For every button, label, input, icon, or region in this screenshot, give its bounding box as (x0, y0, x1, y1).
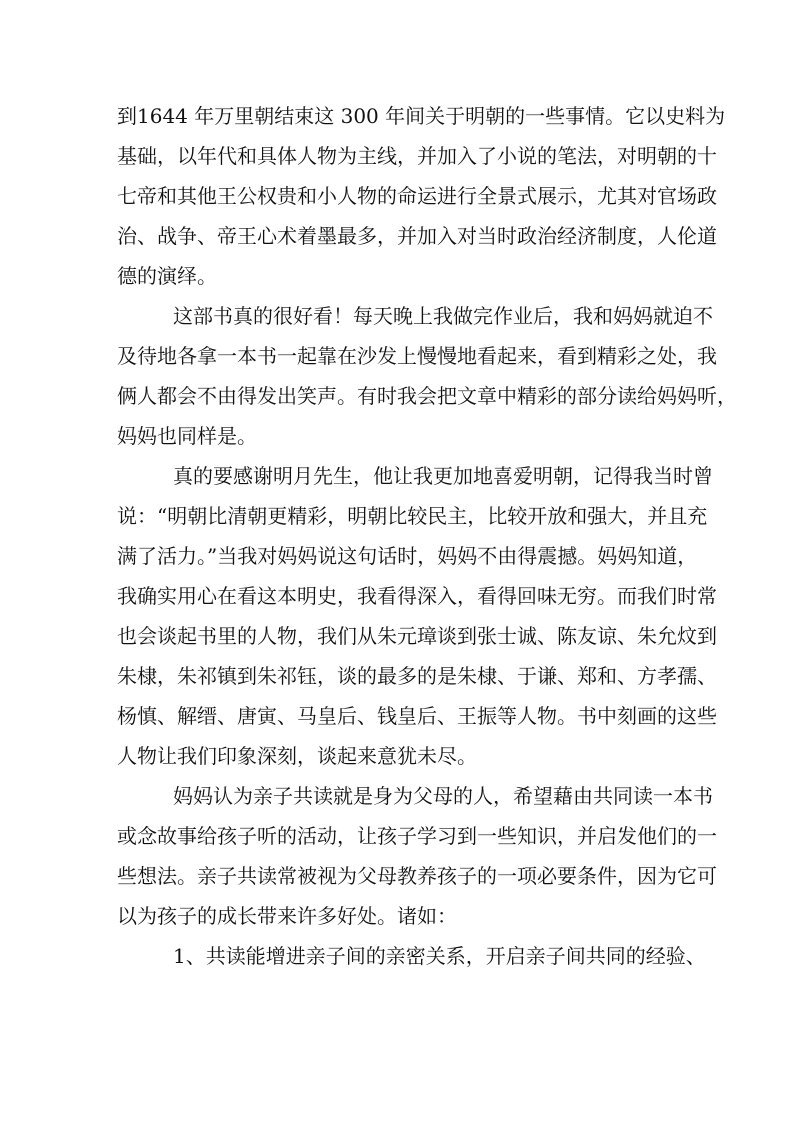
text-line: 朱棣，朱祁镇到朱祁钰，谈的最多的是朱棣、于谦、郑和、方孝孺、 (117, 664, 717, 688)
text-line: 妈妈认为亲子共读就是身为父母的人，希望藉由共同读一本书 (173, 784, 713, 808)
text-line: 人物让我们印象深刻，谈起来意犹未尽。 (117, 744, 477, 768)
text-line: 些想法。亲子共读常被视为父母教养孩子的一项必要条件，因为它可 (117, 864, 717, 888)
text-line: 1、共读能增进亲子间的亲密关系，开启亲子间共同的经验、 (173, 944, 706, 968)
paragraph-1 (117, 96, 726, 296)
text-line: 这部书真的很好看！每天晚上我做完作业后，我和妈妈就迫不 (173, 304, 713, 328)
paragraph-5 (117, 936, 706, 976)
text-line: 满了活力。”当我对妈妈说这句话时，妈妈不由得震撼。妈妈知道， (117, 544, 698, 568)
text-line: 德的演绎。 (117, 264, 217, 288)
text-line: 真的要感谢明月先生，他让我更加地喜爱明朝，记得我当时曾 (173, 464, 713, 488)
text-line: 杨慎、解缙、唐寅、马皇后、钱皇后、王振等人物。书中刻画的这些 (117, 704, 717, 728)
text-line: 以为孩子的成长带来许多好处。诸如： (117, 904, 457, 928)
paragraph-3 (117, 456, 717, 776)
text-line: 基础，以年代和具体人物为主线，并加入了小说的笔法，对明朝的十 (117, 144, 717, 168)
paragraph-2 (117, 296, 737, 456)
text-line: 到1644 年万里朝结束这 300 年间关于明朝的一些事情。它以史料为 (117, 104, 726, 128)
text-line: 治、战争、帝王心术着墨最多，并加入对当时政治经济制度，人伦道 (117, 224, 717, 248)
text-line: 俩人都会不由得发出笑声。有时我会把文章中精彩的部分读给妈妈听， (117, 384, 737, 408)
text-line: 也会谈起书里的人物，我们从朱元璋谈到张士诚、陈友谅、朱允炆到 (117, 624, 717, 648)
text-line: 或念故事给孩子听的活动，让孩子学习到一些知识，并启发他们的一 (117, 824, 717, 848)
document-body (117, 96, 737, 976)
text-line: 说：“明朝比清朝更精彩，明朝比较民主，比较开放和强大，并且充 (117, 504, 708, 528)
paragraph-4 (117, 776, 717, 936)
text-line: 我确实用心在看这本明史，我看得深入，看得回味无穷。而我们时常 (117, 584, 717, 608)
text-line: 七帝和其他王公权贵和小人物的命运进行全景式展示，尤其对官场政 (117, 184, 717, 208)
text-line: 妈妈也同样是。 (117, 424, 257, 448)
text-line: 及待地各拿一本书一起靠在沙发上慢慢地看起来，看到精彩之处，我 (117, 344, 717, 368)
